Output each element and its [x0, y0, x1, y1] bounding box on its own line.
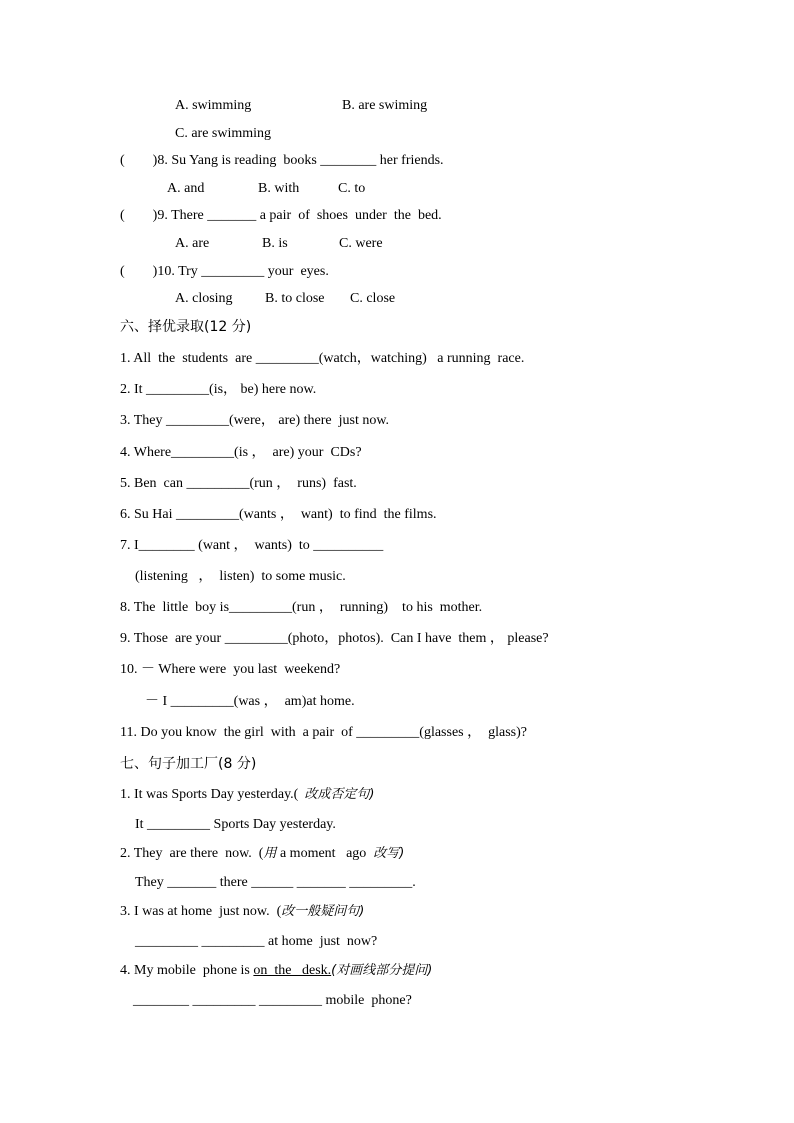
section-7-title: 七、句子加工厂(8 分)	[120, 756, 257, 772]
s7-q2	[120, 846, 404, 862]
question-9: ( )9. There _______ a pair of shoes under the bed.	[120, 208, 442, 223]
s7-q1	[120, 787, 374, 803]
s6-item-10: 10. － Where were you last weekend?	[120, 662, 341, 677]
s7-q4	[120, 963, 432, 979]
q9-option-a: A. are	[175, 236, 210, 251]
q10-option-c: C. close	[350, 291, 396, 306]
s7-q2-text: 2. They are there now. (	[120, 846, 264, 861]
s6-item-9: 9. Those are your _________(photo，photos). Can I have them ， please?	[120, 631, 549, 646]
q7-option-a: A. swimming	[175, 98, 252, 113]
s6-item-10-answer: － I _________(was ， am)at home.	[145, 694, 355, 709]
s6-item-5: 5. Ben can _________(run ， runs) fast.	[120, 476, 357, 491]
s6-item-7: 7. I________ (want ， wants) to __________	[120, 538, 384, 553]
s7-q4-instruction: (对画线部分提问)	[331, 963, 433, 978]
q7-option-b: B. are swiming	[342, 98, 428, 113]
s7-q2-answer: They _______ there ______ _______ _________.	[135, 875, 416, 890]
s6-item-6: 6. Su Hai _________(wants ， want) to find the films.	[120, 507, 437, 522]
s7-q3-answer: _________ _________ at home just now?	[135, 934, 378, 949]
section-6-title: 六、择优录取(12 分)	[120, 319, 252, 335]
s7-q1-instruction: 改成否定句)	[304, 787, 375, 802]
s6-item-4: 4. Where_________(is ， are) your CDs?	[120, 445, 362, 460]
s7-q4-text: 4. My mobile phone is	[120, 963, 254, 978]
question-10: ( )10. Try _________ your eyes.	[120, 264, 329, 279]
q9-option-b: B. is	[262, 236, 288, 251]
s6-item-3: 3. They _________(were， are) there just now.	[120, 413, 390, 428]
q10-option-b: B. to close	[265, 291, 325, 306]
s6-item-8: 8. The little boy is_________(run ， running) to his mother.	[120, 600, 483, 615]
q8-option-a: A. and	[167, 181, 205, 196]
s6-item-7-cont: (listening ， listen) to some music.	[135, 569, 346, 584]
q10-option-a: A. closing	[175, 291, 233, 306]
s7-q1-answer: It _________ Sports Day yesterday.	[135, 817, 336, 832]
s7-q4-underlined: on the desk.	[253, 963, 332, 978]
s7-q4-answer: ________ _________ _________ mobile phone?	[133, 993, 412, 1008]
s7-q2-instruction-b: 改写)	[373, 846, 405, 861]
q9-option-c: C. were	[339, 236, 383, 251]
s6-item-2: 2. It _________(is， be) here now.	[120, 382, 317, 397]
s6-item-1: 1. All the students are _________(watch，watching) a running race.	[120, 351, 525, 366]
q7-option-c: C. are swimming	[175, 126, 272, 141]
s7-q3-instruction: 改一般疑问句)	[281, 904, 365, 919]
s7-q3-text: 3. I was at home just now. (	[120, 904, 282, 919]
s7-q3	[120, 904, 364, 920]
q8-option-c: C. to	[338, 181, 366, 196]
question-8: ( )8. Su Yang is reading books ________ her friends.	[120, 153, 444, 168]
s6-item-11: 11. Do you know the girl with a pair of _________(glasses ， glass)?	[120, 725, 527, 740]
q8-option-b: B. with	[258, 181, 300, 196]
s7-q2-phrase: a moment ago	[276, 846, 374, 861]
s7-q2-instruction-a: 用	[263, 846, 277, 861]
s7-q1-text: 1. It was Sports Day yesterday.(	[120, 787, 299, 802]
